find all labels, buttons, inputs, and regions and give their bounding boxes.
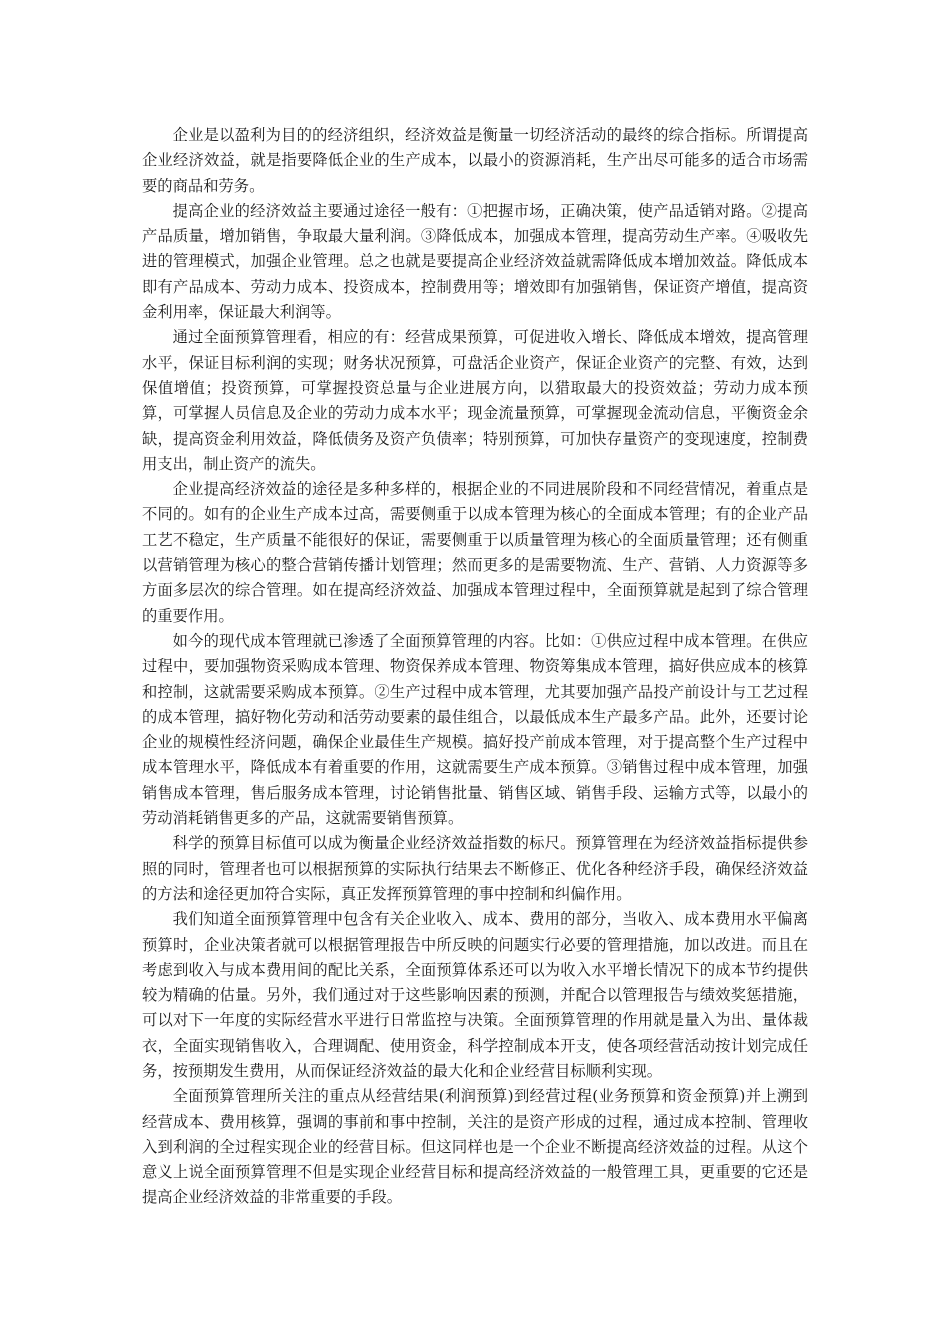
paragraph-1: 企业是以盈利为目的的经济组织，经济效益是衡量一切经济活动的最终的综合指标。所谓提高企业经济效益，就是指要降低企业的生产成本，以最小的资源消耗，生产出尽可能多的适合市场需要的商品和劳务。	[142, 126, 808, 195]
paragraph-5: 如今的现代成本管理就已渗透了全面预算管理的内容。比如：①供应过程中成本管理。在供应过程中，要加强物资采购成本管理、物资保养成本管理、物资筹集成本管理，搞好供应成本的核算和控制，这就需要采购成本预算。②生产过程中成本管理，尤其要加强产品投产前设计与工艺过程的成本管理，搞好物化劳动和活劳动要素的最佳组合，以最低成本生产最多产品。此外，还要讨论企业的规模性经济问题，确保企业最佳生产规模。搞好投产前成本管理，对于提高整个生产过程中成本管理水平，降低成本有着重要的作用，这就需要生产成本预算。③销售过程中成本管理，加强销售成本管理，售后服务成本管理，讨论销售批量、销售区域、销售手段、运输方式等，以最小的劳动消耗销售更多的产品，这就需要销售预算。	[142, 631, 808, 828]
paragraph-3: 通过全面预算管理看，相应的有：经营成果预算，可促进收入增长、降低成本增效，提高管理水平，保证目标利润的实现；财务状况预算，可盘活企业资产，保证企业资产的完整、有效，达到保值增值；投资预算，可掌握投资总量与企业进展方向，以猎取最大的投资效益；劳动力成本预算，可掌握人员信息及企业的劳动力成本水平；现金流量预算，可掌握现金流动信息，平衡资金余缺，提高资金利用效益，降低债务及资产负债率；特别预算，可加快存量资产的变现速度，控制费用支出，制止资产的流失。	[142, 328, 808, 473]
article-body	[142, 123, 808, 1211]
paragraph-2: 提高企业的经济效益主要通过途径一般有：①把握市场，正确决策，使产品适销对路。②提高产品质量，增加销售，争取最大量利润。③降低成本，加强成本管理，提高劳动生产率。④吸收先进的管理模式，加强企业管理。总之也就是要提高企业经济效益就需降低成本增加效益。降低成本即有产品成本、劳动力成本、投资成本，控制费用等；增效即有加强销售，保证资产增值，提高资金利用率，保证最大利润等。	[142, 201, 808, 322]
paragraph-8: 全面预算管理所关注的重点从经营结果(利润预算)到经营过程(业务预算和资金预算)并上溯到经营成本、费用核算，强调的事前和事中控制，关注的是资产形成的过程，通过成本控制、管理收入到利润的全过程实现企业的经营目标。但这同样也是一个企业不断提高经济效益的过程。从这个意义上说全面预算管理不但是实现企业经营目标和提高经济效益的一般管理工具，更重要的它还是提高企业经济效益的非常重要的手段。	[142, 1087, 808, 1207]
paragraph-7: 我们知道全面预算管理中包含有关企业收入、成本、费用的部分，当收入、成本费用水平偏离预算时，企业决策者就可以根据管理报告中所反映的问题实行必要的管理措施，加以改进。而且在考虑到收入与成本费用间的配比关系，全面预算体系还可以为收入水平增长情况下的成本节约提供较为精确的估量。另外，我们通过对于这些影响因素的预测，并配合以管理报告与绩效奖惩措施，可以对下一年度的实际经营水平进行日常监控与决策。全面预算管理的作用就是量入为出、量体裁衣，全面实现销售收入，合理调配、使用资金，科学控制成本开支，使各项经营活动按计划完成任务，按预期发生费用，从而保证经济效益的最大化和企业经营目标顺利实现。	[142, 910, 808, 1080]
paragraph-6: 科学的预算目标值可以成为衡量企业经济效益指数的标尺。预算管理在为经济效益指标提供参照的同时，管理者也可以根据预算的实际执行结果去不断修正、优化各种经济手段，确保经济效益的方法和途径更加符合实际，真正发挥预算管理的事中控制和纠偏作用。	[142, 834, 808, 903]
paragraph-4: 企业提高经济效益的途径是多种多样的，根据企业的不同进展阶段和不同经营情况，着重点是不同的。如有的企业生产成本过高，需要侧重于以成本管理为核心的全面成本管理；有的企业产品工艺不稳定，生产质量不能很好的保证，需要侧重于以质量管理为核心的全面质量管理；还有侧重以营销管理为核心的整合营销传播计划管理；然而更多的是需要物流、生产、营销、人力资源等多方面多层次的综合管理。如在提高经济效益、加强成本管理过程中，全面预算就是起到了综合管理的重要作用。	[142, 480, 808, 625]
